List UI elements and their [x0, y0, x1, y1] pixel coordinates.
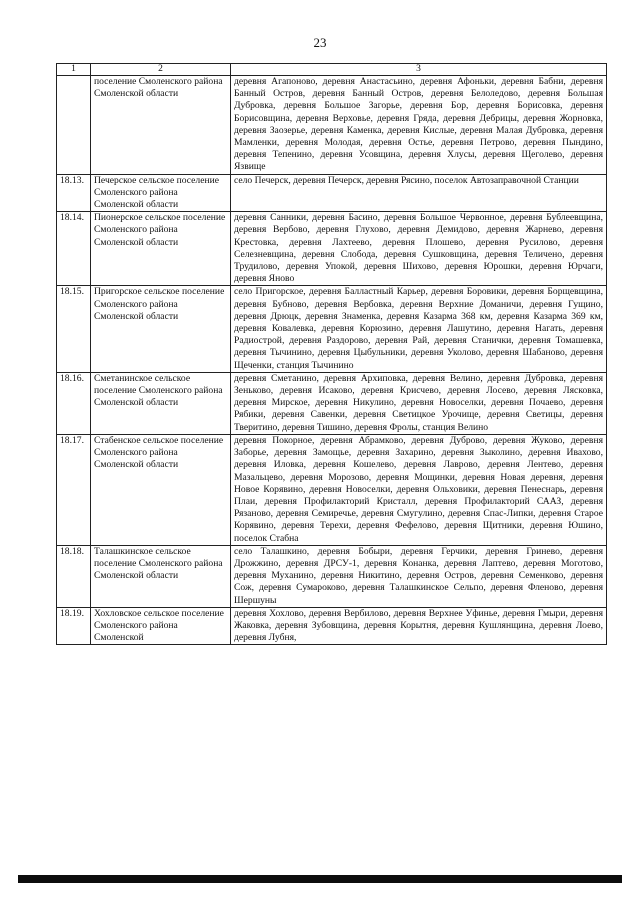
village-list: деревня Сметанино, деревня Архиповка, деревня Велино, деревня Дубровка, деревня Зеньково, деревня Исаково, деревня Крисчево, деревня Лосево, деревня Лясковка, деревня Мирское, деревня Никулино, деревня Новоселки, деревня Почаево, деревня Рябики, деревня Савенки, деревня Светицкое Урочище, деревня Светицы, деревня Тверитино, деревня Тишино, деревня Фролы, станция Велино	[231, 372, 607, 434]
row-number: 18.15.	[57, 286, 91, 372]
settlement-name: Сметанинское сельское поселение Смоленского района Смоленской области	[91, 372, 231, 434]
table-row	[57, 434, 607, 545]
table-row	[57, 545, 607, 607]
table-header	[57, 64, 607, 76]
settlement-name: Стабенское сельское поселение Смоленского района Смоленской области	[91, 434, 231, 545]
village-list: село Талашкино, деревня Бобыри, деревня Герчики, деревня Гринево, деревня Дрожжино, деревня ДРСУ-1, деревня Конанка, деревня Лаптево, деревня Моготово, деревня Муханино, деревня Никитино, деревня Остров, деревня Семенково, деревня Сож, деревня Сумароково, деревня Талашкинское Сельпо, деревня Фленово, деревня Шершуны	[231, 545, 607, 607]
settlement-name: Талашкинское сельское поселение Смоленского района Смоленской области	[91, 545, 231, 607]
table-row	[57, 76, 607, 175]
header-col-1: 1	[57, 64, 91, 76]
table-row	[57, 286, 607, 372]
page-number: 23	[313, 35, 327, 50]
row-number	[57, 76, 91, 175]
table-row	[57, 212, 607, 286]
village-list: деревня Покорное, деревня Абрамково, деревня Дуброво, деревня Жуково, деревня Заборье, деревня Замощье, деревня Захарино, деревня Зыколино, деревня Ивахово, деревня Иловка, деревня Кошелево, деревня Лаврово, деревня Лентево, деревня Мазальцево, деревня Морозово, деревня Мощинки, деревня Новая деревня, деревня Новое Корявино, деревня Новоселки, деревня Ольховики, деревня Пенеснарь, деревня Плаи, деревня Профилакторий Кристалл, деревня Профилакторий СААЗ, деревня Рязаново, деревня Семиречье, деревня Смугулино, деревня Спас-Липки, деревня Старое Корявино, деревня Терехи, деревня Фефелово, деревня Щитники, деревня Юшино, поселок Стабна	[231, 434, 607, 545]
row-number: 18.14.	[57, 212, 91, 286]
village-list: деревня Санники, деревня Басино, деревня Большое Червонное, деревня Бублеевщина, деревня Вербово, деревня Глухово, деревня Демидово, деревня Жарнево, деревня Крестовка, деревня Лахтеево, деревня Плошево, деревня Русилово, деревня Селезневщина, деревня Слобода, деревня Сушковщина, деревня Теличено, деревня Трудилово, деревня Упокой, деревня Шихово, деревня Юрошки, деревня Юрчаги, деревня Яново	[231, 212, 607, 286]
settlement-name: Пригорское сельское поселение Смоленского района Смоленской области	[91, 286, 231, 372]
header-col-2: 2	[91, 64, 231, 76]
header-col-3: 3	[231, 64, 607, 76]
settlement-name: Пионерское сельское поселение Смоленского района Смоленской области	[91, 212, 231, 286]
table-row	[57, 372, 607, 434]
row-number: 18.17.	[57, 434, 91, 545]
scan-bottom-bar	[18, 875, 622, 883]
table-row	[57, 174, 607, 212]
settlements-table	[56, 63, 607, 645]
row-number: 18.13.	[57, 174, 91, 212]
settlement-name: поселение Смоленского района Смоленской области	[91, 76, 231, 175]
table-row	[57, 607, 607, 645]
row-number: 18.16.	[57, 372, 91, 434]
village-list: село Пригорское, деревня Балластный Карьер, деревня Боровики, деревня Борщевщина, деревня Бубново, деревня Вербовка, деревня Верхние Доманичи, деревня Гущино, деревня Дрюцк, деревня Знаменка, деревня Казарма 368 км, деревня Казарма 369 км, деревня Ковалевка, деревня Корюзино, деревня Лашутино, деревня Нагать, деревня Радиострой, деревня Раздорово, деревня Рай, деревня Станички, деревня Томашевка, деревня Тычинино, деревня Цыбульники, деревня Уколово, деревня Шабаново, деревня Щеченки, станция Тычинино	[231, 286, 607, 372]
settlement-name: Хохловское сельское поселение Смоленского района Смоленской	[91, 607, 231, 645]
village-list: деревня Агапоново, деревня Анастасьино, деревня Афоньки, деревня Бабни, деревня Банный Остров, деревня Банный Остров, деревня Белоледово, деревня Большая Дубровка, деревня Большое Загорье, деревня Бор, деревня Борисовка, деревня Борисовщина, деревня Верховье, деревня Гряда, деревня Дебрицы, деревня Жорновка, деревня Заозерье, деревня Каменка, деревня Кислые, деревня Малая Дубровка, деревня Мамленки, деревня Молодая, деревня Остье, деревня Петрово, деревня Пындино, деревня Тепенино, деревня Усовщина, деревня Хлусы, деревня Щеголево, деревня Язвище	[231, 76, 607, 175]
row-number: 18.19.	[57, 607, 91, 645]
row-number: 18.18.	[57, 545, 91, 607]
settlement-name: Печерское сельское поселение Смоленского района Смоленской области	[91, 174, 231, 212]
village-list: деревня Хохлово, деревня Вербилово, деревня Верхнее Уфинье, деревня Гмыри, деревня Жаковка, деревня Зубовщина, деревня Корытня, деревня Кушлянщина, деревня Лоево, деревня Лубня,	[231, 607, 607, 645]
village-list: село Печерск, деревня Печерск, деревня Рясино, поселок Автозаправочной Станции	[231, 174, 607, 212]
